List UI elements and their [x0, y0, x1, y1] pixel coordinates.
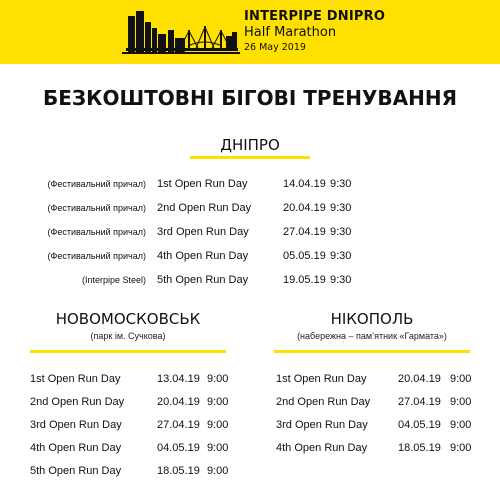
nikopol-divider [274, 350, 470, 353]
run-date: 27.04.19 [398, 396, 441, 408]
dnipro-divider [190, 156, 310, 159]
run-date: 13.04.19 [157, 373, 200, 385]
run-name: 1st Open Run Day [30, 373, 121, 385]
run-name: 5th Open Run Day [157, 274, 249, 286]
run-name: 1st Open Run Day [276, 373, 367, 385]
run-name: 4th Open Run Day [157, 250, 249, 262]
run-time: 9:30 [330, 178, 352, 190]
run-date: 27.04.19 [283, 226, 326, 238]
venue-label: (Interpipe Steel) [81, 275, 146, 285]
run-time: 9:00 [450, 396, 472, 408]
page-title: БЕЗКОШТОВНІ БІГОВІ ТРЕНУВАННЯ [42, 86, 457, 110]
schedule-row [30, 465, 250, 483]
schedule-row [30, 419, 250, 437]
schedule-row [276, 396, 496, 414]
event-subtitle: Half Marathon [244, 25, 337, 40]
schedule-row [276, 442, 496, 460]
run-time: 9:00 [450, 442, 472, 454]
run-date: 27.04.19 [157, 419, 200, 431]
nikopol-city-title: НІКОПОЛЬ [330, 310, 414, 328]
run-name: 1st Open Run Day [157, 178, 248, 190]
header-banner [0, 0, 500, 64]
run-name: 2nd Open Run Day [276, 396, 371, 408]
venue-label: (Фестивальний причал) [47, 227, 146, 237]
run-name: 4th Open Run Day [30, 442, 122, 454]
run-time: 9:00 [450, 373, 472, 385]
schedule-row [0, 250, 500, 268]
run-date: 19.05.19 [283, 274, 326, 286]
run-date: 20.04.19 [157, 396, 200, 408]
run-time: 9:00 [207, 396, 229, 408]
run-time: 9:00 [207, 419, 229, 431]
schedule-row [0, 202, 500, 220]
run-time: 9:00 [207, 373, 229, 385]
run-time: 9:30 [330, 274, 352, 286]
run-date: 20.04.19 [283, 202, 326, 214]
schedule-row [30, 442, 250, 460]
run-time: 9:30 [330, 250, 352, 262]
run-name: 3rd Open Run Day [276, 419, 368, 431]
venue-label: (Фестивальний причал) [47, 179, 146, 189]
run-date: 05.05.19 [283, 250, 326, 262]
run-name: 5th Open Run Day [30, 465, 122, 477]
run-name: 2nd Open Run Day [30, 396, 125, 408]
run-name: 4th Open Run Day [276, 442, 368, 454]
run-date: 04.05.19 [398, 419, 441, 431]
city-skyline-logo-icon [122, 8, 240, 56]
run-date: 18.05.19 [398, 442, 441, 454]
schedule-row [30, 373, 250, 391]
schedule-row [276, 373, 496, 391]
dnipro-city-title: ДНІПРО [220, 136, 280, 154]
novomoskovsk-divider [30, 350, 226, 353]
schedule-row [0, 226, 500, 244]
run-date: 04.05.19 [157, 442, 200, 454]
run-name: 3rd Open Run Day [157, 226, 249, 238]
novomoskovsk-location: (парк ім. Сучкова) [90, 331, 166, 341]
venue-label: (Фестивальний причал) [47, 251, 146, 261]
novomoskovsk-city-title: НОВОМОСКОВСЬК [55, 310, 201, 328]
run-time: 9:00 [450, 419, 472, 431]
schedule-row [0, 274, 500, 292]
schedule-row [276, 419, 496, 437]
run-name: 2nd Open Run Day [157, 202, 252, 214]
event-date: 26 May 2019 [244, 42, 306, 53]
event-title: INTERPIPE DNIPRO [244, 9, 386, 24]
run-time: 9:30 [330, 226, 352, 238]
run-date: 20.04.19 [398, 373, 441, 385]
run-time: 9:30 [330, 202, 352, 214]
schedule-row [0, 178, 500, 196]
run-name: 3rd Open Run Day [30, 419, 122, 431]
run-date: 14.04.19 [283, 178, 326, 190]
nikopol-location: (набережна – пам’ятник «Гармата») [297, 331, 447, 341]
venue-label: (Фестивальний причал) [47, 203, 146, 213]
run-time: 9:00 [207, 442, 229, 454]
run-time: 9:00 [207, 465, 229, 477]
run-date: 18.05.19 [157, 465, 200, 477]
schedule-row [30, 396, 250, 414]
